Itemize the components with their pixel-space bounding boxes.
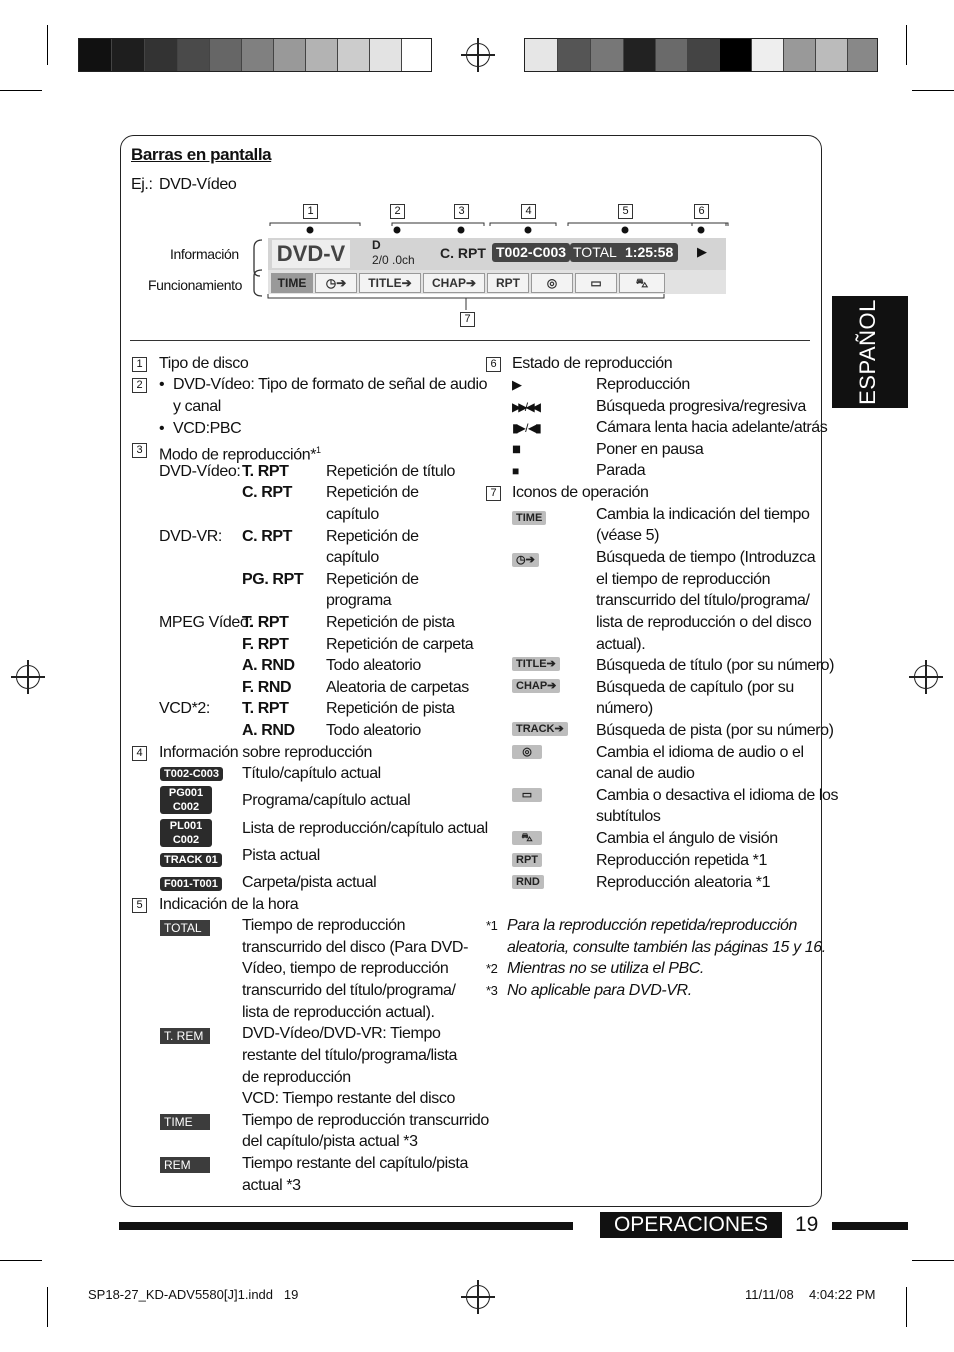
item-6-number: 6	[486, 357, 501, 372]
mode-key: PG. RPT	[242, 571, 304, 588]
osd-chap-button[interactable]: CHAP➔	[423, 273, 485, 293]
mode-desc: Repetición de pista	[326, 614, 455, 631]
example-value: DVD-Vídeo	[159, 176, 237, 193]
crop-mark	[47, 1287, 48, 1327]
op-icon: ◎	[512, 745, 542, 759]
imprint-file: SP18-27_KD-ADV5580[J]1.indd 19	[88, 1287, 299, 1302]
osd-subtitle-button[interactable]: ▭	[575, 273, 617, 293]
item-7-text: Iconos de operación	[512, 484, 649, 501]
op-desc: número)	[596, 700, 653, 717]
status-glyph: ▮▮	[512, 444, 520, 455]
section-label: OPERACIONES	[600, 1212, 782, 1238]
item-2-a2: y canal	[173, 398, 221, 415]
example-label: Ej.:	[131, 176, 153, 193]
op-desc: Búsqueda de capítulo (por su	[596, 679, 794, 696]
mode-disc: DVD-Vídeo:	[159, 463, 241, 480]
status-desc: Cámara lenta hacia adelante/atrás	[596, 419, 828, 436]
item-2-a: DVD-Vídeo: Tipo de formato de señal de audio	[173, 376, 488, 393]
op-icon: RPT	[512, 853, 542, 867]
op-desc: Búsqueda de pista (por su número)	[596, 722, 834, 739]
item-1-number: 1	[132, 357, 147, 372]
color-bar-left	[78, 38, 432, 72]
info-chip: PG001 C002	[160, 786, 212, 814]
mode-desc: Repetición de pista	[326, 700, 455, 717]
crop-mark	[906, 1287, 907, 1327]
mode-desc: Repetición de	[326, 528, 419, 545]
osd-rpt-button[interactable]: RPT	[487, 273, 529, 293]
osd-mode: C. RPT	[440, 245, 486, 261]
item-3-number: 3	[132, 443, 147, 458]
op-desc: (véase 5)	[596, 527, 660, 544]
mode-key: T. RPT	[242, 463, 289, 480]
divider	[130, 340, 810, 341]
status-desc: Poner en pausa	[596, 441, 704, 458]
diagram-info-label: Información	[170, 246, 239, 262]
op-icon: ▭	[512, 788, 542, 802]
mode-key: T. RPT	[242, 614, 289, 631]
footnote-mark: *2	[486, 961, 498, 976]
mode-key: A. RND	[242, 657, 295, 674]
item-7-number: 7	[486, 486, 501, 501]
op-icon: TITLE➔	[512, 657, 560, 671]
mode-desc: Todo aleatorio	[326, 657, 421, 674]
op-icon: TIME	[512, 511, 546, 525]
op-icon: ⛍	[512, 831, 542, 845]
imprint-time: 4:04:22 PM	[809, 1287, 876, 1302]
op-desc: Reproducción repetida *1	[596, 852, 767, 869]
crop-mark	[912, 90, 954, 91]
time-desc: actual *3	[242, 1177, 301, 1194]
time-desc: del capítulo/pista actual *3	[242, 1133, 418, 1150]
status-glyph: ▶▶ / ◀◀	[512, 400, 538, 414]
callout-1: 1	[303, 204, 318, 219]
op-desc: el tiempo de reproducción	[596, 571, 771, 588]
mode-key: F. RPT	[242, 636, 289, 653]
time-desc: Tiempo de reproducción transcurrido	[242, 1112, 489, 1129]
info-chip: F001-T001	[160, 877, 222, 891]
item-2-b: VCD:PBC	[173, 420, 242, 437]
callout-5: 5	[618, 204, 633, 219]
time-desc: DVD-Vídeo/DVD-VR: Tiempo	[242, 1025, 441, 1042]
op-icon: CHAP➔	[512, 679, 560, 693]
mode-desc: capítulo	[326, 549, 379, 566]
op-desc: Cambia la indicación del tiempo	[596, 506, 810, 523]
op-desc: subtítulos	[596, 808, 661, 825]
op-desc: Reproducción aleatoria *1	[596, 874, 771, 891]
mode-disc: DVD-VR:	[159, 528, 222, 545]
color-bar-right	[524, 38, 878, 72]
op-desc: Cambia el idioma de audio o el	[596, 744, 804, 761]
mode-desc: Repetición de título	[326, 463, 455, 480]
osd-time-label: TOTAL	[570, 243, 620, 262]
crop-mark	[906, 25, 907, 65]
callout-2: 2	[390, 204, 405, 219]
op-icon: TRACK➔	[512, 722, 568, 736]
item-2-number: 2	[132, 378, 147, 393]
footnote-text: No aplicable para DVD-VR.	[507, 982, 692, 999]
item-1-text: Tipo de disco	[159, 355, 249, 372]
osd-angle-button[interactable]: ⛍	[619, 273, 665, 293]
mode-key: F. RND	[242, 679, 292, 696]
footnote-text: Para la reproducción repetida/reproducción	[507, 917, 798, 934]
op-desc: Cambia o desactiva el idioma de los	[596, 787, 839, 804]
footnote-mark: *3	[486, 983, 498, 998]
mode-desc: capítulo	[326, 506, 379, 523]
info-desc: Programa/capítulo actual	[242, 792, 411, 809]
info-chip: TRACK 01	[160, 853, 222, 867]
status-desc: Búsqueda progresiva/regresiva	[596, 398, 806, 415]
status-desc: Parada	[596, 462, 646, 479]
osd-audio-icon: D	[372, 238, 381, 252]
mode-desc: programa	[326, 592, 392, 609]
info-chip: T002-C003	[160, 767, 223, 781]
status-glyph: ■	[512, 464, 519, 478]
osd-time-search-button[interactable]: ◷➔	[315, 273, 357, 293]
info-desc: Lista de reproducción/capítulo actual	[242, 820, 488, 837]
crop-mark	[47, 25, 48, 65]
callout-7: 7	[460, 312, 475, 327]
side-tab-label: ESPAÑOL	[855, 299, 880, 405]
status-glyph: ▶	[512, 377, 522, 392]
op-desc: canal de audio	[596, 765, 695, 782]
item-5-number: 5	[132, 898, 147, 913]
imprint-date: 11/11/08	[745, 1287, 794, 1302]
mode-key: C. RPT	[242, 528, 293, 545]
status-glyph: ▮▶ / ◀▮	[512, 421, 540, 435]
status-desc: Reproducción	[596, 376, 690, 393]
mode-desc: Aleatoria de carpetas	[326, 679, 469, 696]
mode-desc: Repetición de carpeta	[326, 636, 474, 653]
diagram-func-label: Funcionamiento	[148, 277, 243, 293]
time-desc: Tiempo restante del capítulo/pista	[242, 1155, 468, 1172]
mode-desc: Todo aleatorio	[326, 722, 421, 739]
osd-disc-type: DVD-V	[272, 240, 350, 268]
osd-time-value: 1:25:58	[620, 243, 678, 262]
footer-rule-left	[119, 1222, 573, 1230]
osd-play-icon: ▶	[697, 244, 707, 259]
mode-key: T. RPT	[242, 700, 289, 717]
op-icon: ◷➔	[512, 553, 539, 567]
time-desc: restante del título/programa/lista	[242, 1047, 457, 1064]
item-4-text: Información sobre reproducción	[159, 744, 373, 761]
time-desc: Tiempo de reproducción	[242, 917, 406, 934]
osd-audio-format: 2/0 .0ch	[372, 253, 415, 267]
crop-mark	[0, 1260, 42, 1261]
op-desc: transcurrido del título/programa/	[596, 592, 810, 609]
time-desc: VCD: Tiempo restante del disco	[242, 1090, 455, 1107]
mode-key: A. RND	[242, 722, 295, 739]
time-desc: transcurrido del disco (Para DVD-	[242, 939, 468, 956]
footnote-mark: *1	[486, 918, 498, 933]
op-desc: Búsqueda de título (por su número)	[596, 657, 835, 674]
bullet: •	[159, 420, 165, 437]
crop-mark	[0, 90, 42, 91]
footnote-text: Mientras no se utiliza el PBC.	[507, 960, 704, 977]
item-3-text: Modo de reproducción*$^1$	[159, 445, 321, 464]
page-title: Barras en pantalla	[131, 145, 272, 164]
time-desc: transcurrido del título/programa/	[242, 982, 456, 999]
item-5-text: Indicación de la hora	[159, 896, 299, 913]
mode-desc: Repetición de	[326, 571, 419, 588]
callout-6: 6	[694, 204, 709, 219]
mode-key: C. RPT	[242, 484, 293, 501]
registration-mark-icon	[466, 43, 490, 67]
registration-mark-icon	[466, 1285, 490, 1309]
op-desc: Cambia el ángulo de visión	[596, 830, 778, 847]
info-desc: Pista actual	[242, 847, 320, 864]
op-icon: RND	[512, 875, 544, 889]
crop-mark	[912, 1260, 954, 1261]
item-6-text: Estado de reproducción	[512, 355, 673, 372]
page-number: 19	[795, 1213, 819, 1236]
time-pill: REM	[160, 1157, 210, 1173]
time-desc: Vídeo, tiempo de reproducción	[242, 960, 449, 977]
footnote-text: aleatoria, consulte también las páginas 15 y 16.	[507, 939, 826, 956]
info-desc: Título/capítulo actual	[242, 765, 381, 782]
callout-4: 4	[521, 204, 536, 219]
osd-audio-button[interactable]: ◎	[531, 273, 573, 293]
registration-mark-icon	[16, 665, 40, 689]
info-chip: PL001 C002	[160, 819, 212, 847]
time-desc: lista de reproducción actual).	[242, 1004, 435, 1021]
time-pill: TIME	[160, 1114, 210, 1130]
mode-disc: VCD*2:	[159, 700, 210, 717]
osd-title-button[interactable]: TITLE➔	[359, 273, 421, 293]
time-pill: T. REM	[160, 1028, 210, 1044]
osd-title-chapter: T002-C003	[492, 243, 570, 262]
footer-rule-right	[832, 1222, 908, 1230]
bullet: •	[159, 376, 165, 393]
registration-mark-icon	[914, 665, 938, 689]
time-pill: TOTAL	[160, 920, 210, 936]
mode-desc: Repetición de	[326, 484, 419, 501]
op-desc: lista de reproducción o del disco	[596, 614, 812, 631]
item-4-number: 4	[132, 746, 147, 761]
callout-3: 3	[454, 204, 469, 219]
mode-disc: MPEG Vídeo:	[159, 614, 253, 631]
op-desc: Búsqueda de tiempo (Introduzca	[596, 549, 816, 566]
osd-time-button[interactable]: TIME	[271, 273, 313, 293]
op-desc: actual).	[596, 636, 646, 653]
info-desc: Carpeta/pista actual	[242, 874, 377, 891]
time-desc: de reproducción	[242, 1069, 351, 1086]
